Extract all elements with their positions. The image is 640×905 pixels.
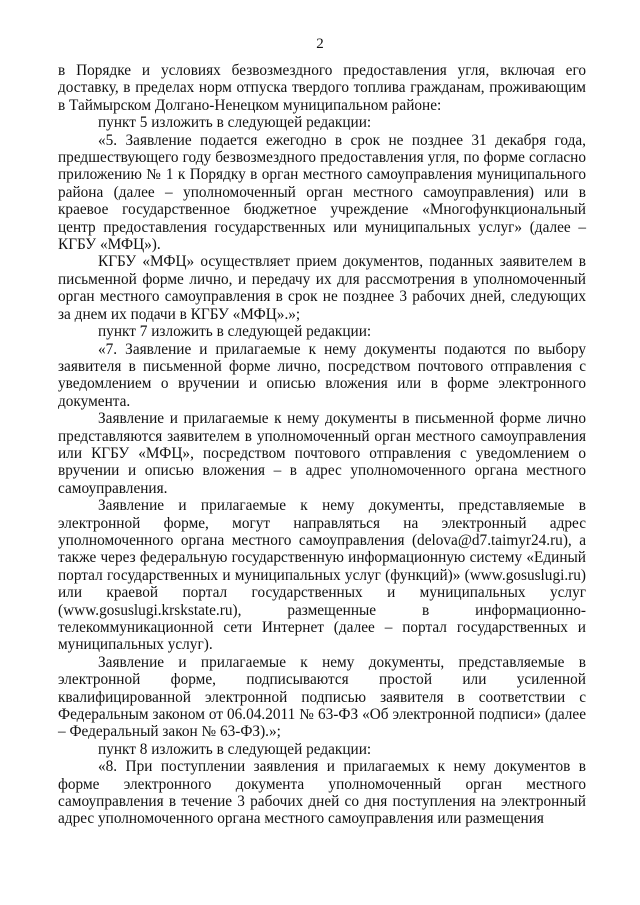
paragraph-item5-heading: пункт 5 изложить в следующей редакции: [98, 114, 372, 132]
paragraph-item8-heading: пункт 8 изложить в следующей редакции: [98, 740, 372, 758]
paragraph-item7-heading: пункт 7 изложить в следующей редакции: [98, 323, 372, 341]
page-number: 2 [316, 36, 324, 52]
document-body [58, 62, 586, 828]
paragraph-item8-text: «8. При поступлении заявления и прилагаемых к нему документов в форме электронного документа уполномоченный орган местного самоуправления в течение 3 рабочих дней со дня поступления на электронный адрес уполномоченного органа местного самоуправления или размещения [58, 758, 586, 828]
paragraph-intro: в Порядке и условиях безвозмездного предоставления угля, включая его доставку, в пределах норм отпуска твердого топлива гражданам, проживающим в Таймырском Долгано-Ненецком муниципальном районе: [58, 62, 586, 114]
paragraph-item7-signature: Заявление и прилагаемые к нему документы, представляемые в электронной форме, подписываются простой или усиленной квалифицированной электронной подписью заявителя в соответствии с Федеральным законом от 06.04.2011 № 63-ФЗ «Об электронной подписи» (далее – Федеральный закон № 63-ФЗ).»; [58, 653, 586, 741]
paragraph-item5-text: «5. Заявление подается ежегодно в срок не позднее 31 декабря года, предшествующего году безвозмездного предоставления угля, по форме согласно приложению № 1 к Порядку в орган местного самоуправления муниципального района (далее – уполномоченный орган местного самоуправления) или в краевое государственное бюджетное учреждение «Многофункциональный центр предоставления государственных или муниципальных услуг» (далее – КГБУ «МФЦ»). [58, 131, 586, 254]
paragraph-item7-electronic: Заявление и прилагаемые к нему документы, представляемые в электронной форме, могут направляться на электронный адрес уполномоченного органа местного самоуправления (delova@d7.taimyr24.ru), а также через федеральную государственную информационную систему «Единый портал государственных и муниципальных услуг (функций)» (www.gosuslugi.ru) или краевой портал государственных и муниципальных услуг (www.gosuslugi.krskstate.ru), размещенные в информационно-телекоммуникационной сети Интернет (далее – портал государственных и муниципальных услуг). [58, 497, 586, 654]
paragraph-item7-paper: Заявление и прилагаемые к нему документы в письменной форме лично представляются заявителем в уполномоченный орган местного самоуправления или КГБУ «МФЦ», посредством почтового отправления с уведомлением о вручении и описью вложения – в адрес уполномоченного органа местного самоуправления. [58, 410, 586, 497]
paragraph-item5-mfc: КГБУ «МФЦ» осуществляет прием документов, поданных заявителем в письменной форме лично, и передачу их для рассмотрения в уполномоченный орган местного самоуправления в срок не позднее 3 рабочих дней, следующих за днем их подачи в КГБУ «МФЦ».»; [58, 253, 586, 323]
paragraph-item7-text: «7. Заявление и прилагаемые к нему документы подаются по выбору заявителя в письменной форме лично, посредством почтового отправления с уведомлением о вручении и описью вложения или в форме электронного документа. [58, 340, 586, 410]
